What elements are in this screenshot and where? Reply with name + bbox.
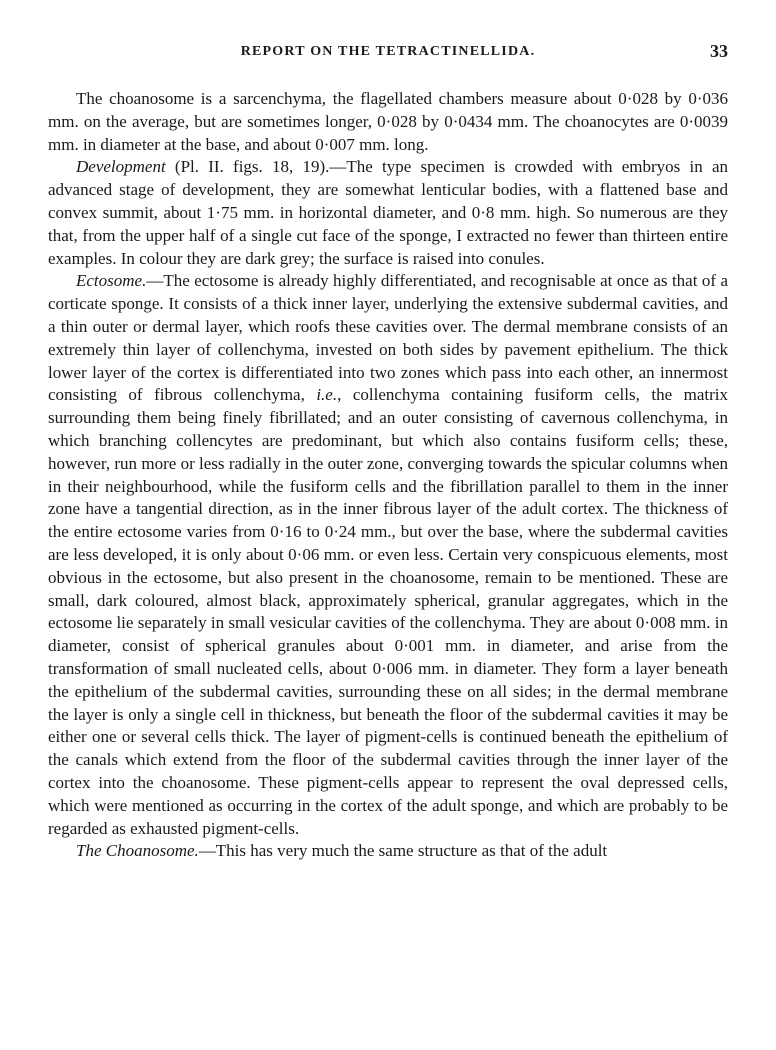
- paragraph-ectosome: [48, 270, 728, 840]
- paragraph-text-continued: , collenchyma containing fusiform cells, the matrix surrounding them being finely fibrillated; and an outer consisting of cavernous collenchyma, in which branching collencytes are predominant, but which also contains fusiform cells; these, however, run more or less radially in the outer zone, converging towards the spicular columns when in their neighbourhood, while the fusiform cells and the fibrillation parallel to them in the inner zone have a tangential direction, as in the inner fibrous layer of the adult cortex. The thickness of the entire ectosome varies from 0·16 to 0·24 mm., but over the base, where the subdermal cavities are less developed, it is only about 0·06 mm. or even less. Certain very conspicuous elements, most obvious in the ectosome, but also present in the choanosome, remain to be mentioned. These are small, dark coloured, almost black, approximately spherical, granular aggregates, which in the ectosome lie separately in small vesicular cavities of the collenchyma. They are about 0·008 mm. in diameter, consist of spherical granules about 0·001 mm. in diameter, and arise from the transformation of small nucleated cells, about 0·006 mm. in diameter. They form a layer beneath the epithelium of the subdermal cavities, surrounding these on all sides; in the dermal membrane the layer is only a single cell in thickness, but beneath the floor of the subdermal cavities it may be either one or several cells thick. The layer of pigment-cells is continued beneath the epithelium of the canals which extend from the floor of the subdermal cavities through the inner layer of the cortex into the choanosome. These pigment-cells appear to represent the oval depressed cells, which were mentioned as occurring in the cortex of the adult sponge, and which are probably to be regarded as exhausted pigment-cells.: [48, 385, 728, 838]
- paragraph-the-choanosome: [48, 840, 728, 863]
- page-number: 33: [710, 41, 728, 61]
- section-heading-development: Development: [76, 157, 166, 177]
- paragraph-text: —The ectosome is already highly differentiated, and recognisable at once as that of a corticate sponge. It consists of a thick inner layer, underlying the extensive subdermal cavities, and a thin outer or dermal layer, which roofs these cavities over. The dermal membrane consists of an extremely thin layer of collenchyma, invested on both sides by pavement epithelium. The thick lower layer of the cortex is differentiated into two zones which pass into each other, an innermost consisting of fibrous collenchyma,: [48, 271, 728, 405]
- paragraph-text: The choanosome is a sarcenchyma, the flagellated chambers measure about 0·028 by 0·036 mm. on the average, but are sometimes longer, 0·028 by 0·0434 mm. The choanocytes are 0·0039 mm. in diameter at the base, and about 0·007 mm. long.: [48, 89, 728, 154]
- paragraph-text: (Pl. II. figs. 18, 19).—The type specimen is crowded with embryos in an advanced stage of development, they are somewhat lenticular bodies, with a flattened base and convex summit, about 1·75 mm. in horizontal diameter, and 0·8 mm. high. So numerous are they that, from the upper half of a single cut face of the sponge, I extracted no fewer than thirteen entire examples. In colour they are dark grey; the surface is raised into conules.: [48, 157, 728, 268]
- running-title: REPORT ON THE TETRACTINELLIDA.: [240, 44, 536, 59]
- section-heading-the-choanosome: The Choanosome.: [76, 841, 199, 861]
- section-heading-ectosome: Ectosome.: [76, 271, 147, 291]
- paragraph-development: [48, 156, 728, 270]
- abbreviation-ie: i.e.: [316, 385, 338, 405]
- running-header: [48, 41, 728, 68]
- paragraph-choanosome-intro: [48, 88, 728, 156]
- paragraph-text: —This has very much the same structure as that of the adult: [198, 841, 608, 861]
- body-text: [48, 88, 728, 863]
